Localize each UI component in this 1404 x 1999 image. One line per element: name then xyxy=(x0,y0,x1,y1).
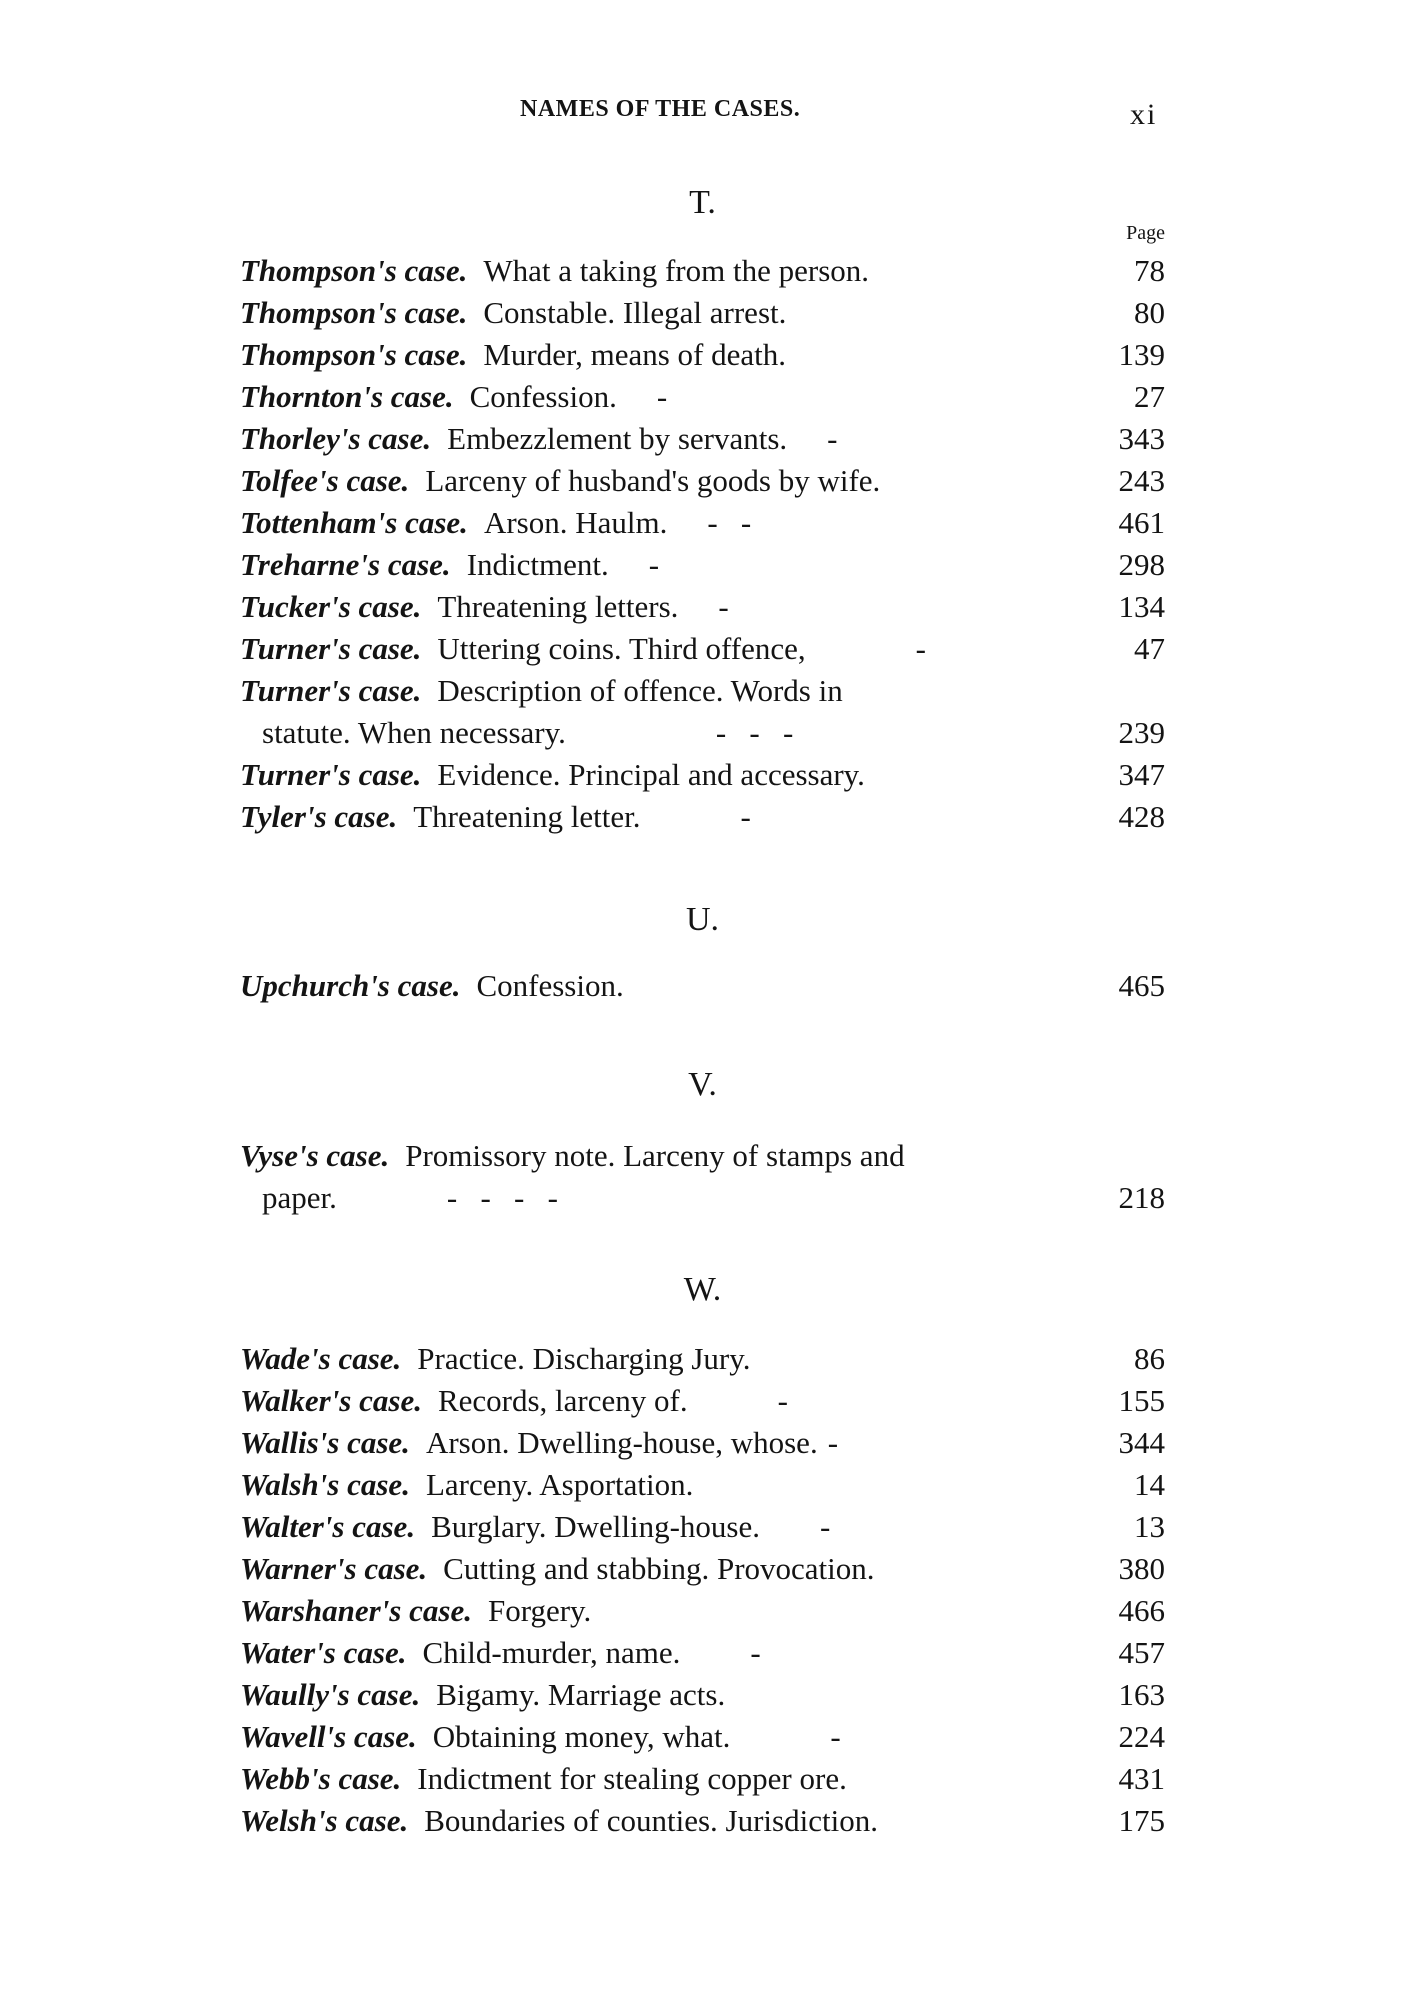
list-item: Walsh's case. Larceny. Asportation. 14 xyxy=(240,1464,1165,1506)
list-item: Water's case. Child-murder, name. - 457 xyxy=(240,1632,1165,1674)
page-ref: 461 xyxy=(1118,505,1165,540)
page-ref: 344 xyxy=(1118,1425,1165,1460)
section-w xyxy=(240,1270,1165,1310)
page-ref: 457 xyxy=(1118,1635,1165,1670)
list-item: Wade's case. Practice. Discharging Jury. 86 xyxy=(240,1338,1165,1380)
page-ref: 80 xyxy=(1134,295,1165,330)
section-letter: V. xyxy=(688,1066,717,1103)
list-item: Tottenham's case. Arson. Haulm. - - 461 xyxy=(240,502,1165,544)
list-item: Tolfee's case. Larceny of husband's goods by wife. 243 xyxy=(240,460,1165,502)
page-ref: 243 xyxy=(1118,463,1165,498)
list-item: Vyse's case. Promissory note. Larceny of stamps and paper. - - - - 218 xyxy=(240,1135,1165,1219)
page-ref: 14 xyxy=(1134,1467,1165,1502)
page-ref: 465 xyxy=(1118,968,1165,1003)
list-item: Warner's case. Cutting and stabbing. Provocation. 380 xyxy=(240,1548,1165,1590)
page-ref: 134 xyxy=(1118,589,1165,624)
page-ref: 380 xyxy=(1118,1551,1165,1586)
section-v xyxy=(240,1065,1165,1105)
list-item: Wallis's case. Arson. Dwelling-house, whose. - 344 xyxy=(240,1422,1165,1464)
list-item: Thornton's case. Confession. - 27 xyxy=(240,376,1165,418)
list-item: Turner's case. Uttering coins. Third offence, - 47 xyxy=(240,628,1165,670)
page-ref: 239 xyxy=(1118,715,1165,750)
list-item: Tucker's case. Threatening letters. - 134 xyxy=(240,586,1165,628)
list-item: Turner's case. Description of offence. Words in statute. When necessary. - - - 239 xyxy=(240,670,1165,754)
page-ref: 13 xyxy=(1134,1509,1165,1544)
section-letter: U. xyxy=(685,901,720,938)
list-item: Thompson's case. Murder, means of death. 139 xyxy=(240,334,1165,376)
list-item: Walker's case. Records, larceny of. - 155 xyxy=(240,1380,1165,1422)
list-item: Thompson's case. Constable. Illegal arrest. 80 xyxy=(240,292,1165,334)
list-item: Warshaner's case. Forgery. 466 xyxy=(240,1590,1165,1632)
page-ref: 47 xyxy=(1134,631,1165,666)
page-ref: 298 xyxy=(1118,547,1165,582)
page-title: NAMES OF THE CASES. xyxy=(520,96,801,122)
page-ref: 175 xyxy=(1118,1803,1165,1838)
list-item: Wavell's case. Obtaining money, what. - 224 xyxy=(240,1716,1165,1758)
section-t xyxy=(240,183,1165,223)
list-item: Thompson's case. What a taking from the person. 78 xyxy=(240,250,1165,292)
page-ref: 139 xyxy=(1118,337,1165,372)
list-item: Turner's case. Evidence. Principal and accessary. 347 xyxy=(240,754,1165,796)
running-head xyxy=(0,96,1404,136)
section-u-entries xyxy=(240,965,1165,1015)
page-ref: 224 xyxy=(1118,1719,1165,1754)
list-item: Tyler's case. Threatening letter. - 428 xyxy=(240,796,1165,838)
page-ref: 431 xyxy=(1118,1761,1165,1796)
page-ref: 163 xyxy=(1118,1677,1165,1712)
page-ref: 218 xyxy=(1118,1180,1165,1215)
page-ref: 428 xyxy=(1118,799,1165,834)
list-item: Webb's case. Indictment for stealing copper ore. 431 xyxy=(240,1758,1165,1800)
page-ref: 155 xyxy=(1118,1383,1165,1418)
page-column-label xyxy=(240,222,1165,252)
section-letter: T. xyxy=(689,184,716,221)
section-v-entries xyxy=(240,1135,1165,1225)
list-item: Thorley's case. Embezzlement by servants. - 343 xyxy=(240,418,1165,460)
page-ref: 27 xyxy=(1134,379,1165,414)
list-item: Welsh's case. Boundaries of counties. Jurisdiction. 175 xyxy=(240,1800,1165,1842)
list-item: Waully's case. Bigamy. Marriage acts. 163 xyxy=(240,1674,1165,1716)
page-label: Page xyxy=(1126,222,1165,244)
page-ref: 78 xyxy=(1134,253,1165,288)
list-item: Upchurch's case. Confession. 465 xyxy=(240,965,1165,1007)
page-ref: 347 xyxy=(1118,757,1165,792)
section-letter: W. xyxy=(683,1271,722,1308)
list-item: Walter's case. Burglary. Dwelling-house. - 13 xyxy=(240,1506,1165,1548)
section-t-entries xyxy=(240,250,1165,850)
page-ref: 466 xyxy=(1118,1593,1165,1628)
page-ref: 343 xyxy=(1118,421,1165,456)
page-ref: 86 xyxy=(1134,1341,1165,1376)
section-w-entries xyxy=(240,1338,1165,1858)
section-u xyxy=(240,900,1165,940)
page-number: xi xyxy=(1130,98,1158,131)
list-item: Treharne's case. Indictment. - 298 xyxy=(240,544,1165,586)
